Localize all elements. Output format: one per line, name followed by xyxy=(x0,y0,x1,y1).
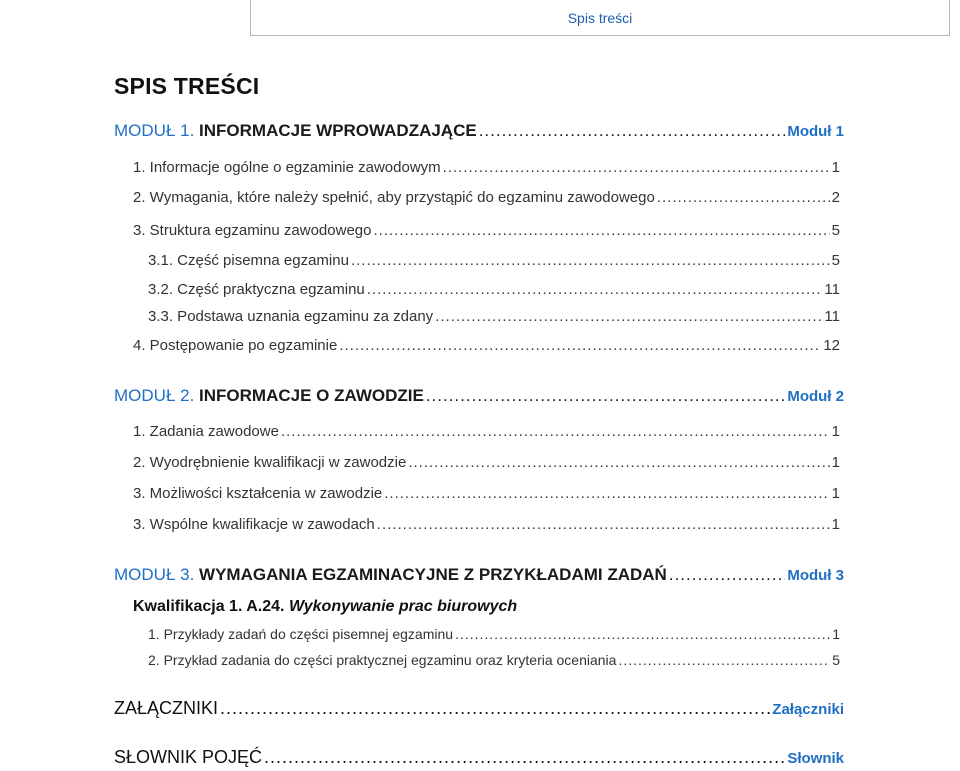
toc-module-3[interactable] xyxy=(114,565,844,585)
leader-dots xyxy=(351,252,830,269)
leader-dots xyxy=(443,159,830,176)
toc-item-label: 2. Przykład zadania do części praktycznej egzaminu oraz kryteria oceniania xyxy=(148,652,617,668)
toc-item-label: 3.2. Część praktyczna egzaminu xyxy=(148,281,365,298)
toc-item[interactable] xyxy=(133,516,840,533)
leader-dots xyxy=(377,516,830,533)
toc-item[interactable] xyxy=(133,454,840,471)
toc-item[interactable] xyxy=(148,626,840,642)
toc-item-page: 12 xyxy=(823,337,840,354)
toc-item-page: 5 xyxy=(831,222,840,239)
attachments-page: Załączniki xyxy=(772,701,844,718)
toc-item-page: 11 xyxy=(824,281,840,298)
toc-item-page: 1 xyxy=(831,454,840,471)
toc-module-1[interactable] xyxy=(114,121,844,141)
toc-glossary[interactable] xyxy=(114,747,844,768)
toc-item-page: 2 xyxy=(831,189,840,206)
qualification-heading xyxy=(133,598,517,616)
toc-item-label: 1. Informacje ogólne o egzaminie zawodowym xyxy=(133,159,441,176)
toc-item-label: 3.1. Część pisemna egzaminu xyxy=(148,252,349,269)
toc-item-label: 1. Zadania zawodowe xyxy=(133,423,279,440)
leader-dots xyxy=(435,308,822,325)
header-title: Spis treści xyxy=(567,10,633,26)
leader-dots xyxy=(618,652,830,668)
toc-attachments[interactable] xyxy=(114,698,844,719)
toc-item-label: 3.3. Podstawa uznania egzaminu za zdany xyxy=(148,308,434,325)
module-number: MODUŁ 3. xyxy=(114,565,195,584)
module-page: Moduł 1 xyxy=(787,123,844,140)
toc-item[interactable] xyxy=(148,281,840,298)
toc-item[interactable] xyxy=(148,252,840,269)
toc-item-page: 1 xyxy=(831,423,840,440)
leader-dots xyxy=(281,423,830,440)
module-number: MODUŁ 1. xyxy=(114,121,195,140)
toc-item[interactable] xyxy=(133,423,840,440)
toc-item[interactable] xyxy=(133,159,840,176)
leader-dots xyxy=(220,698,770,719)
toc-item-page: 1 xyxy=(831,485,840,502)
module-title: INFORMACJE WPROWADZAJĄCE xyxy=(199,121,477,140)
glossary-page: Słownik xyxy=(787,750,844,767)
toc-item[interactable] xyxy=(133,189,840,206)
toc-item-page: 1 xyxy=(831,516,840,533)
leader-dots xyxy=(339,337,821,354)
toc-item[interactable] xyxy=(133,222,840,239)
toc-item-label: 1. Przykłady zadań do części pisemnej egzaminu xyxy=(148,626,454,642)
toc-title: SPIS TREŚCI xyxy=(114,73,260,99)
toc-item-label: 3. Struktura egzaminu zawodowego xyxy=(133,222,372,239)
page-header xyxy=(250,0,950,36)
leader-dots xyxy=(367,281,823,298)
toc-item[interactable] xyxy=(148,308,840,325)
toc-module-2[interactable] xyxy=(114,386,844,406)
toc-item-label: 3. Wspólne kwalifikacje w zawodach xyxy=(133,516,375,533)
toc-item[interactable] xyxy=(133,485,840,502)
module-page: Moduł 3 xyxy=(787,567,844,584)
leader-dots xyxy=(669,565,785,585)
toc-item-page: 1 xyxy=(831,159,840,176)
toc-item-page: 5 xyxy=(832,652,840,668)
qualification-name: Wykonywanie prac biurowych xyxy=(288,598,518,615)
toc-item-label: 2. Wymagania, które należy spełnić, aby przystąpić do egzaminu zawodowego xyxy=(133,189,655,206)
leader-dots xyxy=(384,485,829,502)
attachments-label: ZAŁĄCZNIKI xyxy=(114,698,219,718)
toc-item[interactable] xyxy=(148,652,840,668)
toc-item-label: 4. Postępowanie po egzaminie xyxy=(133,337,338,354)
module-page: Moduł 2 xyxy=(787,388,844,405)
module-title: WYMAGANIA EGZAMINACYJNE Z PRZYKŁADAMI ZADAŃ xyxy=(199,565,667,584)
toc-item-page: 1 xyxy=(832,626,840,642)
module-title: INFORMACJE O ZAWODZIE xyxy=(199,386,424,405)
toc-item[interactable] xyxy=(133,337,840,354)
leader-dots xyxy=(657,189,830,206)
module-number: MODUŁ 2. xyxy=(114,386,195,405)
toc-item-page: 5 xyxy=(831,252,840,269)
leader-dots xyxy=(455,626,830,642)
leader-dots xyxy=(408,454,829,471)
glossary-label: SŁOWNIK POJĘĆ xyxy=(114,747,263,767)
leader-dots xyxy=(373,222,829,239)
leader-dots xyxy=(426,386,786,406)
toc-item-page: 11 xyxy=(824,308,840,325)
toc-item-label: 3. Możliwości kształcenia w zawodzie xyxy=(133,485,383,502)
leader-dots xyxy=(479,121,786,141)
qualification-prefix: Kwalifikacja 1. A.24. xyxy=(133,598,285,615)
toc-item-label: 2. Wyodrębnienie kwalifikacji w zawodzie xyxy=(133,454,407,471)
leader-dots xyxy=(264,747,785,768)
